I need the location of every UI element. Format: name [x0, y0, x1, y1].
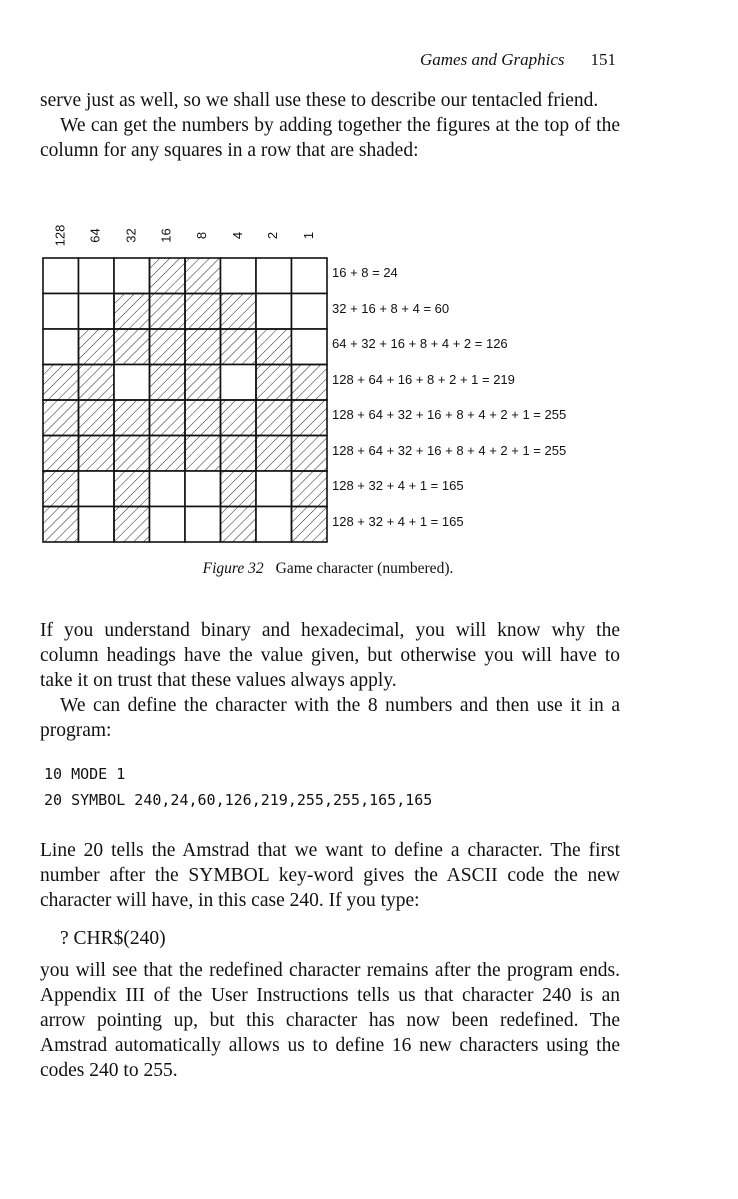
shaded-cell	[43, 365, 79, 401]
shaded-cell	[43, 400, 79, 436]
shaded-cell	[185, 329, 221, 365]
empty-cell	[221, 258, 257, 294]
empty-cell	[256, 294, 292, 330]
column-heading: 64	[88, 227, 103, 243]
column-heading: 2	[265, 231, 281, 239]
row-sum: 32 + 16 + 8 + 4 = 60	[332, 300, 450, 316]
intro-text	[40, 88, 620, 163]
column-heading: 1	[300, 231, 316, 239]
empty-cell	[256, 471, 292, 507]
empty-cell	[114, 365, 150, 401]
shaded-cell	[150, 294, 186, 330]
shaded-cell	[292, 436, 328, 472]
shaded-cell	[292, 471, 328, 507]
paragraph-6: you will see that the redefined character remains after the program ends. Appendix III of the User Instructions tells us that character 240 is an arrow pointing up, but this character has now been redefined. The Amstrad automatically allows us to define 16 new characters using the codes 240 to 255.	[40, 960, 620, 1081]
shaded-cell	[79, 365, 115, 401]
row-sum: 128 + 32 + 4 + 1 = 165	[332, 513, 464, 529]
character-grid	[42, 257, 328, 543]
shaded-cell	[256, 400, 292, 436]
code-line-1: 10 MODE 1	[44, 765, 126, 783]
empty-cell	[292, 258, 328, 294]
page-number: 151	[590, 50, 616, 69]
shaded-cell	[43, 436, 79, 472]
paragraph-4: We can define the character with the 8 numbers and then use it in a program:	[40, 695, 620, 741]
shaded-cell	[221, 436, 257, 472]
empty-cell	[292, 294, 328, 330]
empty-cell	[79, 258, 115, 294]
shaded-cell	[292, 507, 328, 543]
shaded-cell	[79, 400, 115, 436]
shaded-cell	[79, 436, 115, 472]
row-sum: 64 + 32 + 16 + 8 + 4 + 2 = 126	[332, 336, 508, 351]
paragraph-intro-2: We can get the numbers by adding together the figures at the top of the column for any squares in a row that are shaded:	[40, 115, 620, 161]
shaded-cell	[150, 400, 186, 436]
shaded-cell	[292, 400, 328, 436]
running-title: Games and Graphics	[420, 50, 565, 69]
paragraph-3: If you understand binary and hexadecimal, you will know why the column headings have the value given, but otherwise you will have to take it on trust that these values always apply.	[40, 620, 620, 691]
empty-cell	[79, 471, 115, 507]
code-line-2: 20 SYMBOL 240,24,60,126,219,255,255,165,165	[44, 791, 433, 809]
empty-cell	[185, 507, 221, 543]
shaded-cell	[221, 471, 257, 507]
figure-caption	[40, 560, 616, 578]
empty-cell	[150, 471, 186, 507]
page-header	[40, 50, 616, 70]
row-sum: 128 + 64 + 16 + 8 + 2 + 1 = 219	[332, 371, 515, 387]
shaded-cell	[79, 329, 115, 365]
figure-caption-text: Game character (numbered).	[275, 560, 454, 577]
shaded-cell	[150, 258, 186, 294]
column-heading: 4	[229, 231, 245, 239]
empty-cell	[43, 329, 79, 365]
shaded-cell	[185, 400, 221, 436]
shaded-cell	[114, 471, 150, 507]
row-sum: 128 + 64 + 32 + 16 + 8 + 4 + 2 + 1 = 255	[332, 442, 567, 458]
shaded-cell	[292, 365, 328, 401]
empty-cell	[79, 507, 115, 543]
empty-cell	[114, 258, 150, 294]
empty-cell	[256, 507, 292, 543]
shaded-cell	[221, 507, 257, 543]
shaded-cell	[114, 400, 150, 436]
body-text-2	[40, 838, 620, 913]
column-heading: 32	[123, 227, 139, 243]
column-headings	[40, 215, 325, 255]
shaded-cell	[43, 471, 79, 507]
shaded-cell	[114, 294, 150, 330]
empty-cell	[43, 258, 79, 294]
body-text-1	[40, 618, 620, 743]
shaded-cell	[43, 507, 79, 543]
shaded-cell	[185, 365, 221, 401]
empty-cell	[79, 294, 115, 330]
column-heading: 8	[194, 231, 210, 239]
empty-cell	[292, 329, 328, 365]
column-heading: 128	[52, 224, 68, 246]
shaded-cell	[221, 329, 257, 365]
shaded-cell	[185, 436, 221, 472]
shaded-cell	[185, 258, 221, 294]
empty-cell	[185, 471, 221, 507]
row-sum: 128 + 32 + 4 + 1 = 165	[332, 478, 464, 493]
figure-label: Figure 32	[202, 560, 264, 577]
shaded-cell	[185, 294, 221, 330]
body-text-3	[40, 958, 620, 1083]
shaded-cell	[256, 365, 292, 401]
shaded-cell	[114, 329, 150, 365]
shaded-cell	[221, 400, 257, 436]
shaded-cell	[221, 294, 257, 330]
column-heading: 16	[159, 227, 174, 243]
shaded-cell	[150, 365, 186, 401]
chr-query: ? CHR$(240)	[60, 928, 166, 949]
paragraph-5: Line 20 tells the Amstrad that we want to define a character. The first number after the SYMBOL key-word gives the ASCII code the new character will have, in this case 240. If you type:	[40, 840, 620, 911]
empty-cell	[43, 294, 79, 330]
paragraph-intro-1: serve just as well, so we shall use these to describe our tentacled friend.	[40, 90, 599, 111]
shaded-cell	[256, 436, 292, 472]
empty-cell	[150, 507, 186, 543]
row-sum: 16 + 8 = 24	[332, 265, 398, 280]
shaded-cell	[150, 436, 186, 472]
shaded-cell	[114, 507, 150, 543]
row-sum: 128 + 64 + 32 + 16 + 8 + 4 + 2 + 1 = 255	[332, 407, 567, 422]
empty-cell	[221, 365, 257, 401]
empty-cell	[256, 258, 292, 294]
shaded-cell	[256, 329, 292, 365]
shaded-cell	[114, 436, 150, 472]
shaded-cell	[150, 329, 186, 365]
